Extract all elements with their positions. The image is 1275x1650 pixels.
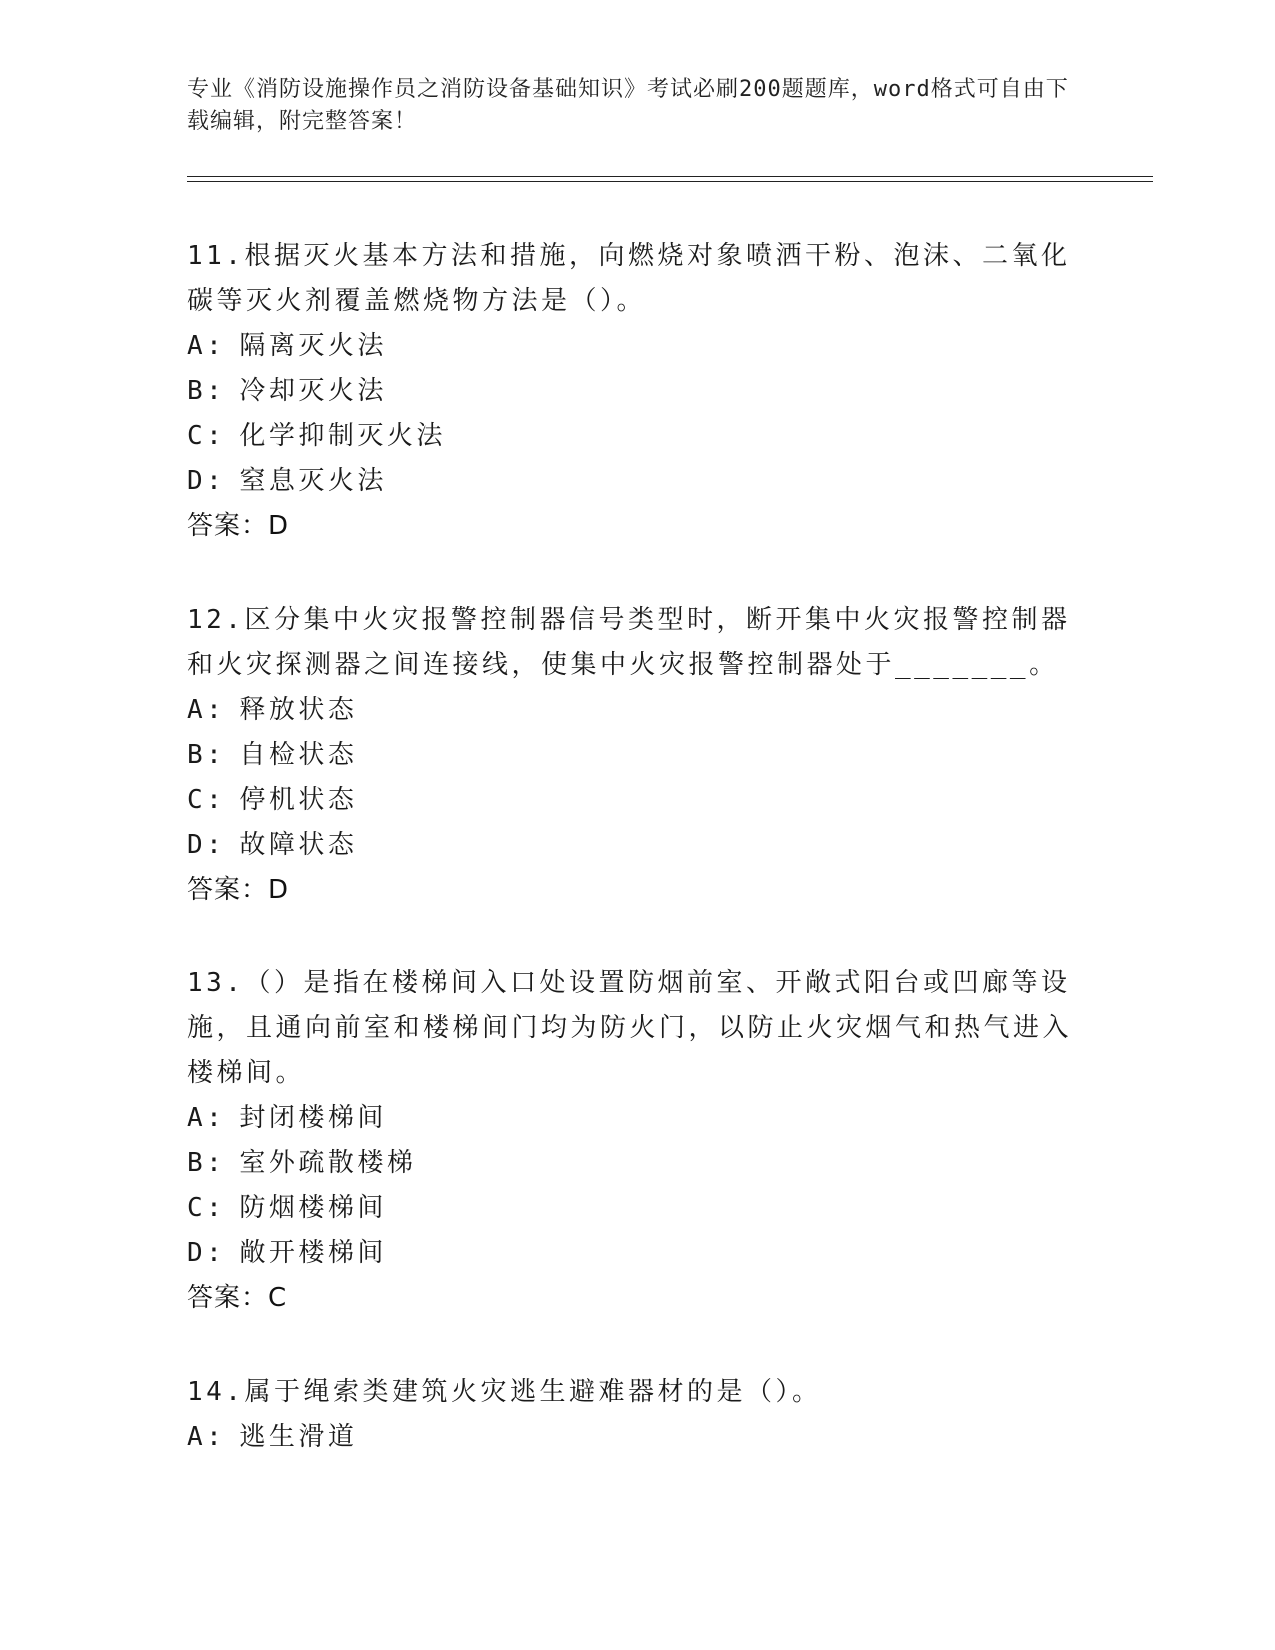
answer-line: 答案：C xyxy=(187,1283,288,1313)
question-stem: 14.属于绳索类建筑火灾逃生避难器材的是（）。 xyxy=(187,1377,822,1407)
option-text: 封闭楼梯间 xyxy=(239,1103,387,1133)
option-letter: C: xyxy=(187,785,226,815)
question-stem: 12.区分集中火灾报警控制器信号类型时，断开集中火灾报警控制器和火灾探测器之间连接线，使集中火灾报警控制器处于_______。 xyxy=(187,605,1071,680)
option-c xyxy=(187,778,1087,823)
question-13 xyxy=(187,961,1087,1321)
option-text: 逃生滑道 xyxy=(239,1422,358,1452)
option-letter: D: xyxy=(187,466,226,496)
option-letter: A: xyxy=(187,331,226,361)
header-divider-bottom xyxy=(187,181,1153,182)
option-b xyxy=(187,1141,1087,1186)
option-a xyxy=(187,688,1087,733)
option-text: 冷却灭火法 xyxy=(239,376,387,406)
question-stem: 13.（）是指在楼梯间入口处设置防烟前室、开敞式阳台或凹廊等设施，且通向前室和楼梯间门均为防火门，以防止火灾烟气和热气进入楼梯间。 xyxy=(187,968,1073,1088)
question-12 xyxy=(187,598,1087,913)
question-stem: 11.根据灭火基本方法和措施，向燃烧对象喷洒干粉、泡沫、二氧化碳等灭火剂覆盖燃烧物方法是（）。 xyxy=(187,241,1071,316)
option-text: 释放状态 xyxy=(239,695,358,725)
option-letter: D: xyxy=(187,1238,226,1268)
option-a xyxy=(187,1415,1087,1460)
option-letter: A: xyxy=(187,695,226,725)
option-text: 化学抑制灭火法 xyxy=(239,421,446,451)
option-text: 自检状态 xyxy=(239,740,358,770)
header-divider-top xyxy=(187,176,1153,177)
option-d xyxy=(187,459,1087,504)
answer-line: 答案：D xyxy=(187,511,290,541)
option-letter: C: xyxy=(187,1193,226,1223)
option-letter: D: xyxy=(187,830,226,860)
option-text: 停机状态 xyxy=(239,785,358,815)
option-text: 防烟楼梯间 xyxy=(239,1193,387,1223)
option-c xyxy=(187,414,1087,459)
option-text: 敞开楼梯间 xyxy=(239,1238,387,1268)
option-text: 故障状态 xyxy=(239,830,358,860)
option-d xyxy=(187,1231,1087,1276)
option-text: 隔离灭火法 xyxy=(239,331,387,361)
option-c xyxy=(187,1186,1087,1231)
document-intro: 专业《消防设施操作员之消防设备基础知识》考试必刷200题题库，word格式可自由下载编辑，附完整答案！ xyxy=(187,77,1069,134)
option-letter: A: xyxy=(187,1103,226,1133)
option-letter: C: xyxy=(187,421,226,451)
question-14 xyxy=(187,1370,1087,1460)
option-d xyxy=(187,823,1087,868)
option-letter: B: xyxy=(187,376,226,406)
option-b xyxy=(187,369,1087,414)
answer-line: 答案：D xyxy=(187,875,290,905)
option-a xyxy=(187,1096,1087,1141)
option-text: 室外疏散楼梯 xyxy=(239,1148,417,1178)
option-text: 窒息灭火法 xyxy=(239,466,387,496)
option-a xyxy=(187,324,1087,369)
option-letter: B: xyxy=(187,740,226,770)
option-letter: A: xyxy=(187,1422,226,1452)
option-b xyxy=(187,733,1087,778)
question-11 xyxy=(187,234,1087,549)
option-letter: B: xyxy=(187,1148,226,1178)
